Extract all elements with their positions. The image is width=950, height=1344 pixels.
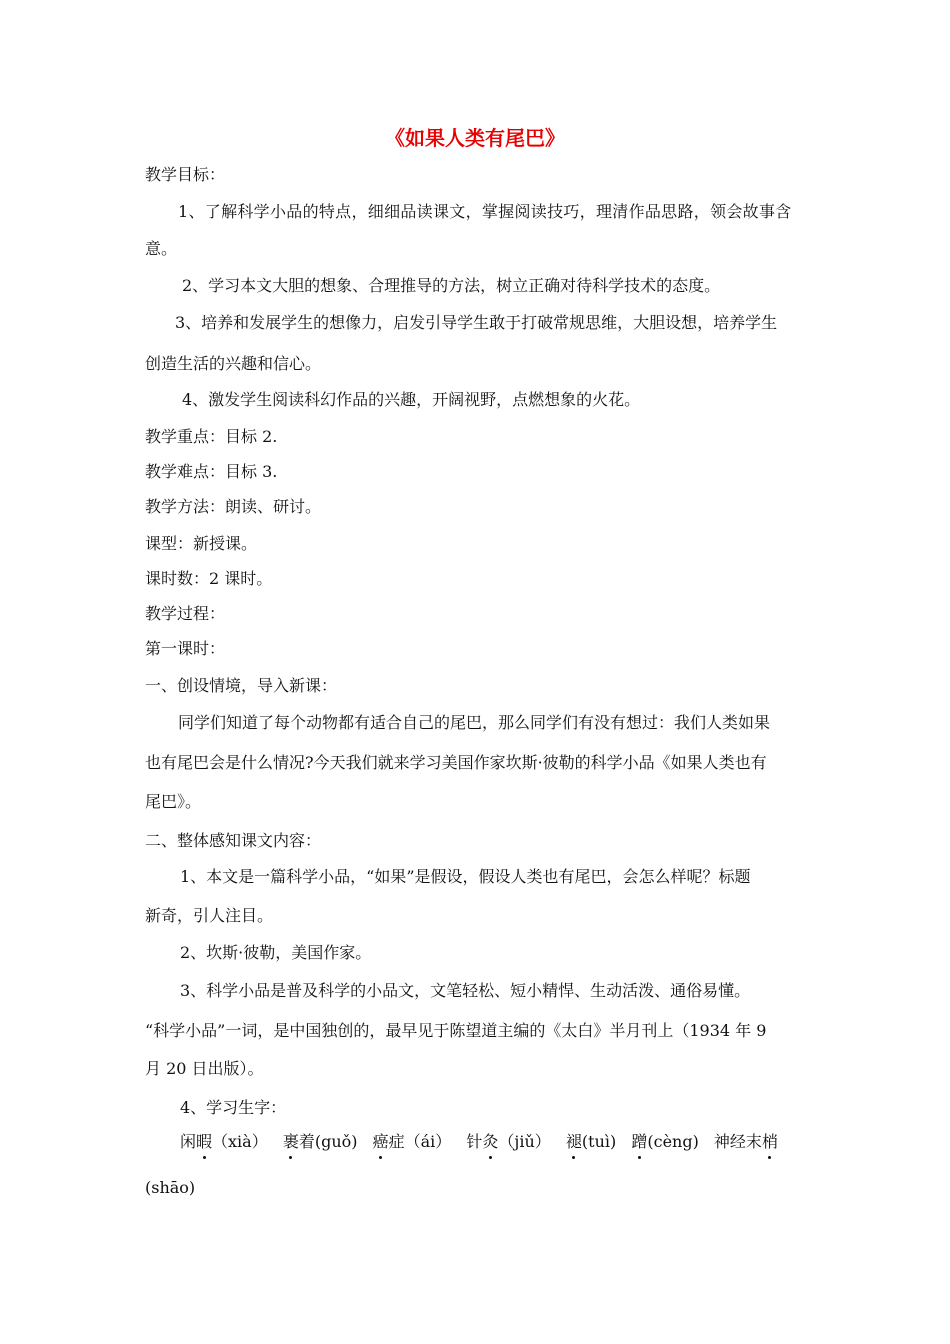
section-heading-objectives: 教学目标： [145, 165, 226, 184]
objective-3-line-2: 创造生活的兴趣和信心。 [145, 354, 322, 373]
objective-2: 2、学习本文大胆的想象、合理推导的方法，树立正确对待科学技术的态度。 [182, 276, 721, 295]
vocab-line-2: (shāo) [145, 1178, 196, 1197]
emphasis-char: 灸 [482, 1132, 499, 1151]
intro-paragraph-line-1: 同学们知道了每个动物都有适合自己的尾巴，那么同学们有没有想过：我们人类如果 [178, 713, 771, 732]
lesson-hours: 课时数：2 课时。 [145, 569, 273, 588]
objective-3-line-1: 3、培养和发展学生的想像力，启发引导学生敢于打破常规思维，大胆设想，培养学生 [175, 313, 778, 332]
first-lesson-heading: 第一课时： [145, 639, 226, 658]
point-4-heading: 4、学习生字： [180, 1098, 287, 1117]
objective-1-line-2: 意。 [145, 239, 178, 258]
emphasis-char: 裹 [282, 1132, 299, 1151]
lesson-type: 课型：新授课。 [145, 534, 258, 553]
point-1-line-2: 新奇，引人注目。 [145, 906, 274, 925]
point-3-line-1: 3、科学小品是普及科学的小品文，文笔轻松、短小精悍、生动活泼、通俗易懂。 [180, 981, 751, 1000]
teaching-difficulty: 教学难点：目标 3. [145, 462, 278, 481]
part-two-heading: 二、整体感知课文内容： [145, 831, 322, 850]
point-2: 2、坎斯·彼勒，美国作家。 [180, 943, 372, 962]
intro-paragraph-line-2: 也有尾巴会是什么情况?今天我们就来学习美国作家坎斯·彼勒的科学小品《如果人类也有 [145, 753, 767, 772]
point-1-line-1: 1、本文是一篇科学小品，“如果”是假设，假设人类也有尾巴，会怎么样呢？标题 [180, 867, 751, 886]
objective-1-line-1: 1、了解科学小品的特点，细细品读课文，掌握阅读技巧，理清作品思路，领会故事含 [178, 202, 792, 221]
vocab-line [180, 1131, 788, 1153]
teaching-method: 教学方法：朗读、研讨。 [145, 497, 322, 516]
document-title: 《如果人类有尾巴》 [385, 126, 565, 150]
objective-4: 4、激发学生阅读科幻作品的兴趣，开阔视野，点燃想象的火花。 [182, 390, 641, 409]
emphasis-char: 癌 [372, 1132, 389, 1151]
point-3-line-3: 月 20 日出版）。 [145, 1059, 264, 1078]
emphasis-char: 暇 [196, 1132, 213, 1151]
vocab-item: 闲暇（xià） [180, 1132, 268, 1151]
vocab-item: 癌症（ái） [372, 1132, 452, 1151]
vocab-item: 蹭(cèng) [631, 1132, 699, 1151]
teaching-focus: 教学重点：目标 2. [145, 427, 278, 446]
emphasis-char: 蹭 [631, 1132, 648, 1151]
vocab-item: 神经末梢 [713, 1132, 778, 1151]
vocab-item: 裹着(guǒ) [282, 1132, 358, 1151]
vocab-item: 针灸（jiǔ） [466, 1132, 551, 1151]
emphasis-char: 梢 [761, 1132, 778, 1151]
section-heading-process: 教学过程： [145, 604, 226, 623]
vocab-item: 褪(tuì) [565, 1132, 617, 1151]
part-one-heading: 一、创设情境，导入新课： [145, 676, 338, 695]
intro-paragraph-line-3: 尾巴》。 [145, 792, 202, 811]
emphasis-char: 褪 [565, 1132, 582, 1151]
point-3-line-2: “科学小品”一词，是中国独创的，最早见于陈望道主编的《太白》半月刊上（1934 年 9 [145, 1021, 767, 1040]
